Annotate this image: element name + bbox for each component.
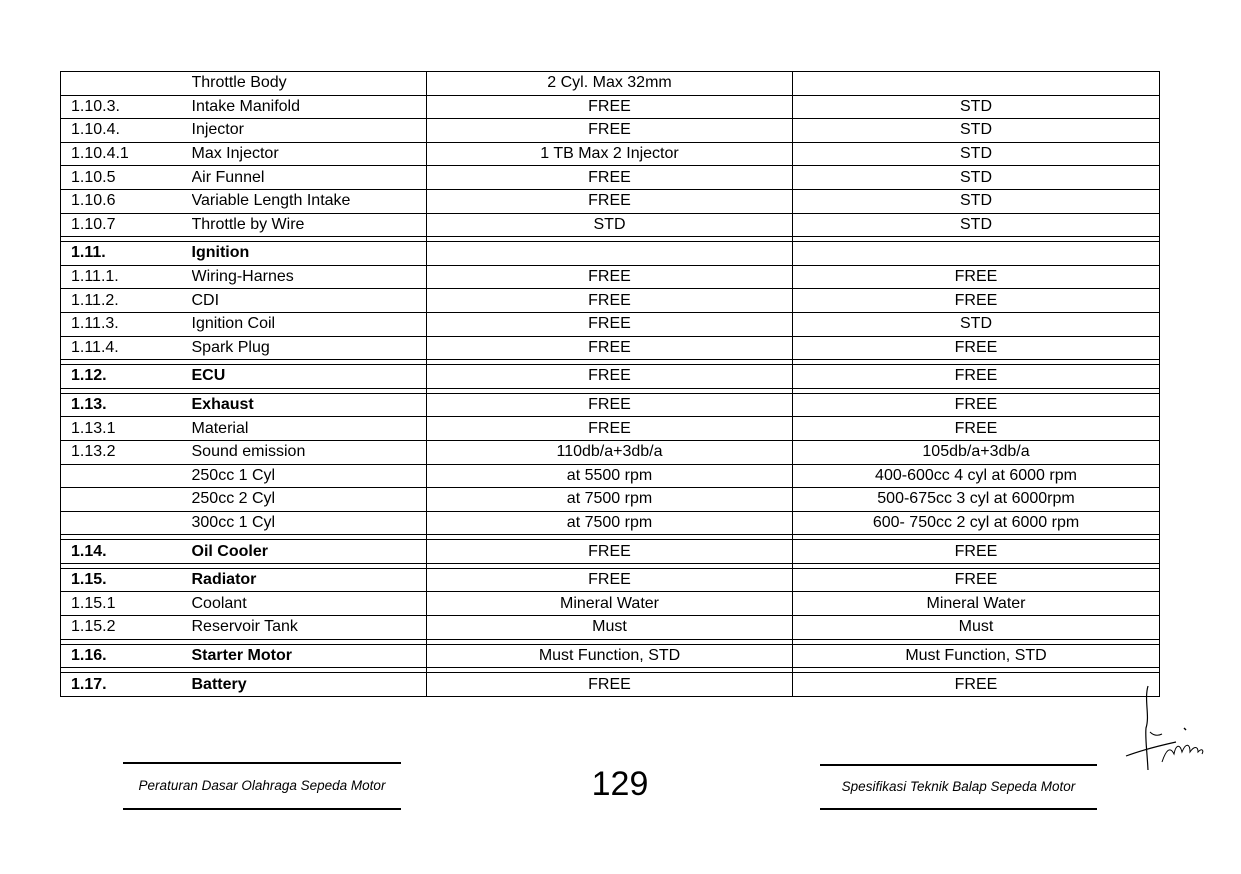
item-name: ECU — [192, 365, 427, 389]
spec-column-a: FREE — [427, 166, 793, 190]
spec-column-b: FREE — [793, 289, 1160, 313]
item-name: Exhaust — [192, 393, 427, 417]
footer-right-title: Spesifikasi Teknik Balap Sepeda Motor — [820, 764, 1097, 810]
spec-column-a — [427, 242, 793, 266]
item-number: 1.10.4.1 — [61, 142, 192, 166]
spec-column-a: at 5500 rpm — [427, 464, 793, 488]
table-row — [61, 72, 1160, 96]
footer-left-title: Peraturan Dasar Olahraga Sepeda Motor — [123, 762, 401, 810]
table-row — [61, 166, 1160, 190]
spec-column-a: FREE — [427, 365, 793, 389]
spec-column-b: Must Function, STD — [793, 644, 1160, 668]
spec-column-b: 400-600cc 4 cyl at 6000 rpm — [793, 464, 1160, 488]
table-row — [61, 312, 1160, 336]
table-row — [61, 440, 1160, 464]
spec-column-b — [793, 242, 1160, 266]
spec-column-b: FREE — [793, 417, 1160, 441]
spec-column-a: FREE — [427, 95, 793, 119]
spec-column-b: FREE — [793, 336, 1160, 360]
item-number: 1.13.1 — [61, 417, 192, 441]
table-row — [61, 336, 1160, 360]
spec-column-a: FREE — [427, 265, 793, 289]
table-row — [61, 488, 1160, 512]
item-name: Max Injector — [192, 142, 427, 166]
item-name: Battery — [192, 673, 427, 697]
item-number — [61, 464, 192, 488]
spec-column-a: 2 Cyl. Max 32mm — [427, 72, 793, 96]
spec-column-b: FREE — [793, 265, 1160, 289]
spec-column-b: STD — [793, 213, 1160, 237]
spec-column-a: FREE — [427, 289, 793, 313]
spec-column-b: 500-675cc 3 cyl at 6000rpm — [793, 488, 1160, 512]
section-row — [61, 393, 1160, 417]
item-number: 1.10.7 — [61, 213, 192, 237]
table-row — [61, 142, 1160, 166]
spec-column-b: FREE — [793, 540, 1160, 564]
spec-column-a: FREE — [427, 119, 793, 143]
item-name: Injector — [192, 119, 427, 143]
spec-column-a: 1 TB Max 2 Injector — [427, 142, 793, 166]
spec-column-a: Must Function, STD — [427, 644, 793, 668]
spec-column-a: FREE — [427, 540, 793, 564]
spec-column-b: 600- 750cc 2 cyl at 6000 rpm — [793, 511, 1160, 535]
spec-column-b: 105db/a+3db/a — [793, 440, 1160, 464]
item-number — [61, 511, 192, 535]
spec-column-a: FREE — [427, 673, 793, 697]
section-row — [61, 242, 1160, 266]
section-row — [61, 540, 1160, 564]
item-name: Radiator — [192, 568, 427, 592]
spec-column-a: FREE — [427, 189, 793, 213]
item-name: Oil Cooler — [192, 540, 427, 564]
item-number: 1.14. — [61, 540, 192, 564]
spec-column-b: FREE — [793, 365, 1160, 389]
item-number: 1.15.1 — [61, 592, 192, 616]
section-row — [61, 365, 1160, 389]
table-row — [61, 213, 1160, 237]
item-number: 1.13.2 — [61, 440, 192, 464]
item-number: 1.10.4. — [61, 119, 192, 143]
item-name: Material — [192, 417, 427, 441]
item-number — [61, 488, 192, 512]
spec-column-b: FREE — [793, 568, 1160, 592]
item-number: 1.13. — [61, 393, 192, 417]
table-row — [61, 95, 1160, 119]
spec-column-b: STD — [793, 119, 1160, 143]
section-row — [61, 673, 1160, 697]
spec-column-a: Must — [427, 616, 793, 640]
spec-column-a: at 7500 rpm — [427, 511, 793, 535]
signature-mark — [1122, 680, 1212, 780]
item-number: 1.11. — [61, 242, 192, 266]
item-name: 300cc 1 Cyl — [192, 511, 427, 535]
item-number: 1.11.2. — [61, 289, 192, 313]
page-number: 129 — [591, 765, 649, 803]
spec-column-b: FREE — [793, 673, 1160, 697]
item-name: Throttle Body — [192, 72, 427, 96]
spec-column-b: STD — [793, 312, 1160, 336]
item-name: Sound emission — [192, 440, 427, 464]
spec-column-a: FREE — [427, 393, 793, 417]
item-number: 1.15.2 — [61, 616, 192, 640]
item-name: 250cc 1 Cyl — [192, 464, 427, 488]
item-number: 1.10.3. — [61, 95, 192, 119]
spec-column-b: STD — [793, 189, 1160, 213]
item-number: 1.15. — [61, 568, 192, 592]
table-row — [61, 616, 1160, 640]
item-number: 1.11.1. — [61, 265, 192, 289]
table-row — [61, 592, 1160, 616]
table-row — [61, 289, 1160, 313]
spec-column-a: FREE — [427, 568, 793, 592]
spec-column-a: 110db/a+3db/a — [427, 440, 793, 464]
spec-column-b: STD — [793, 166, 1160, 190]
item-name: Spark Plug — [192, 336, 427, 360]
spec-column-a: FREE — [427, 417, 793, 441]
item-name: 250cc 2 Cyl — [192, 488, 427, 512]
table-row — [61, 464, 1160, 488]
item-name: CDI — [192, 289, 427, 313]
spec-table-body — [61, 72, 1160, 697]
item-number: 1.17. — [61, 673, 192, 697]
item-number: 1.12. — [61, 365, 192, 389]
spec-column-b: STD — [793, 95, 1160, 119]
item-number — [61, 72, 192, 96]
spec-column-b — [793, 72, 1160, 96]
table-row — [61, 189, 1160, 213]
item-number: 1.11.3. — [61, 312, 192, 336]
item-number: 1.10.5 — [61, 166, 192, 190]
item-name: Ignition — [192, 242, 427, 266]
spec-column-b: Mineral Water — [793, 592, 1160, 616]
spec-column-b: Must — [793, 616, 1160, 640]
item-name: Coolant — [192, 592, 427, 616]
item-name: Air Funnel — [192, 166, 427, 190]
item-number: 1.16. — [61, 644, 192, 668]
item-name: Wiring-Harnes — [192, 265, 427, 289]
item-name: Starter Motor — [192, 644, 427, 668]
spec-column-a: STD — [427, 213, 793, 237]
item-name: Reservoir Tank — [192, 616, 427, 640]
item-name: Variable Length Intake — [192, 189, 427, 213]
table-row — [61, 119, 1160, 143]
section-row — [61, 644, 1160, 668]
spec-column-a: FREE — [427, 336, 793, 360]
spec-column-a: at 7500 rpm — [427, 488, 793, 512]
spec-column-b: STD — [793, 142, 1160, 166]
item-name: Throttle by Wire — [192, 213, 427, 237]
spec-table — [60, 71, 1160, 697]
table-row — [61, 511, 1160, 535]
spec-column-b: FREE — [793, 393, 1160, 417]
spec-column-a: FREE — [427, 312, 793, 336]
item-name: Ignition Coil — [192, 312, 427, 336]
table-row — [61, 265, 1160, 289]
section-row — [61, 568, 1160, 592]
table-row — [61, 417, 1160, 441]
spec-column-a: Mineral Water — [427, 592, 793, 616]
item-number: 1.10.6 — [61, 189, 192, 213]
item-number: 1.11.4. — [61, 336, 192, 360]
item-name: Intake Manifold — [192, 95, 427, 119]
